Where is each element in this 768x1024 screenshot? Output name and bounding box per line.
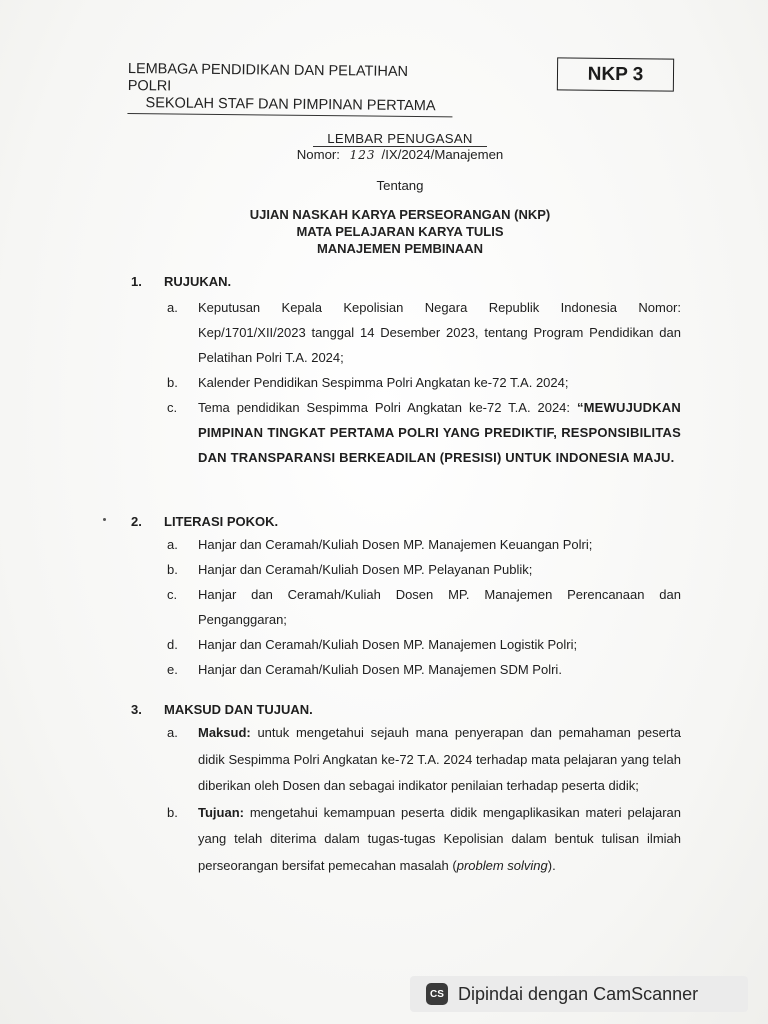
item-italic-term: problem solving [456, 857, 548, 873]
section-literasi-pokok [131, 514, 691, 682]
document-code-box: NKP 3 [557, 57, 674, 91]
item-text-group [198, 395, 681, 470]
item-text: Hanjar dan Ceramah/Kuliah Dosen MP. Manajemen Logistik Polri; [198, 637, 578, 652]
list-item [131, 395, 691, 470]
title-line-1: UJIAN NASKAH KARYA PERSEORANGAN (NKP) [249, 207, 551, 222]
camscanner-watermark [410, 976, 748, 1012]
title-line-3: MANAJEMEN PEMBINAAN [316, 241, 484, 256]
about-label: Tentang [376, 178, 424, 193]
institution-line-1: LEMBAGA PENDIDIKAN DAN PELATIHAN POLRI [127, 61, 409, 95]
item-marker: b. [167, 804, 178, 820]
section-number: 2. [131, 514, 142, 529]
list-item [131, 557, 691, 582]
document-type-heading [200, 131, 600, 147]
item-marker: a. [167, 725, 178, 740]
title-line-2: MATA PELAJARAN KARYA TULIS [296, 224, 504, 239]
item-marker: a. [167, 537, 178, 552]
number-suffix: /IX/2024/Manajemen [381, 147, 504, 162]
item-text: Keputusan Kepala Kepolisian Negara Republik Indonesia Nomor: Kep/1701/XII/2023 tanggal 14 Desember 2023, tentang Program Pendidikan dan Pelatihan Polri T.A. 2024; [198, 300, 681, 365]
list-item [131, 370, 691, 395]
section-rujukan [131, 274, 691, 470]
item-text: Kalender Pendidikan Sespimma Polri Angkatan ke-72 T.A. 2024; [198, 375, 569, 390]
list-item [131, 800, 691, 880]
list-item [131, 532, 691, 557]
section-heading [131, 702, 691, 720]
item-marker: c. [167, 400, 178, 415]
item-text: mengetahui kemampuan peserta didik mengaplikasikan materi pelajaran yang telah diterima dalam tugas-tugas Kepolisian dalam bentuk tulisan ilmiah perseorangan bersifat pemecahan masalah ( [198, 804, 681, 873]
section-number: 1. [131, 274, 142, 289]
list-item [131, 657, 691, 682]
list-item [131, 582, 691, 632]
item-marker: b. [167, 375, 178, 390]
item-marker: c. [167, 587, 178, 602]
section-title: RUJUKAN. [164, 274, 232, 289]
letterhead [127, 61, 453, 117]
item-label: Tujuan: [198, 804, 244, 820]
list-item [131, 295, 691, 370]
camscanner-logo-icon: CS [426, 983, 448, 1005]
item-text-group [198, 800, 681, 880]
number-prefix: Nomor: [296, 147, 340, 162]
section-maksud-tujuan [131, 702, 691, 879]
document-type: LEMBAR PENUGASAN [313, 131, 487, 147]
item-marker: a. [167, 300, 178, 315]
section-title: LITERASI POKOK. [164, 514, 279, 529]
item-text: Hanjar dan Ceramah/Kuliah Dosen MP. Manajemen SDM Polri. [198, 662, 562, 677]
section-heading [131, 274, 691, 292]
list-item [131, 632, 691, 657]
item-marker: e. [167, 662, 178, 677]
item-label: Maksud: [198, 725, 251, 740]
section-list [131, 532, 691, 682]
item-marker: d. [167, 637, 178, 652]
item-text: Hanjar dan Ceramah/Kuliah Dosen MP. Manajemen Keuangan Polri; [198, 537, 593, 552]
scan-speck [103, 518, 106, 521]
item-text: Hanjar dan Ceramah/Kuliah Dosen MP. Pelayanan Publik; [198, 562, 533, 577]
section-title: MAKSUD DAN TUJUAN. [164, 702, 313, 717]
section-list [131, 720, 691, 879]
document-title [200, 206, 600, 257]
education-theme: “MEWUJUDKAN PIMPINAN TINGKAT PERTAMA POLRI YANG PREDIKTIF, RESPONSIBILITAS DAN TRANSPARANSI BERKEADILAN (PRESISI) UNTUK INDONESIA MAJU. [198, 400, 681, 465]
item-marker: b. [167, 562, 178, 577]
item-text: Hanjar dan Ceramah/Kuliah Dosen MP. Manajemen Perencanaan dan Penganggaran; [198, 587, 681, 627]
list-item [131, 720, 691, 800]
watermark-text: Dipindai dengan CamScanner [458, 983, 699, 1004]
section-list [131, 295, 691, 470]
document-number [200, 147, 600, 162]
item-text-tail: ). [547, 857, 556, 873]
institution-line-2: SEKOLAH STAF DAN PIMPINAN PERTAMA [127, 95, 452, 117]
section-number: 3. [131, 702, 142, 717]
item-text: Tema pendidikan Sespimma Polri Angkatan ke-72 T.A. 2024: [198, 400, 571, 415]
item-text: untuk mengetahui sejauh mana penyerapan dan pemahaman peserta didik Sespimma Polri Angkatan ke-72 T.A. 2024 terhadap mata pelajaran yang telah diberikan oleh Dosen dan sebagai indikator penilaian terhadap peserta didik; [198, 725, 681, 793]
handwritten-number: 123 [349, 148, 376, 162]
section-heading [131, 514, 691, 532]
item-text-group [198, 720, 681, 800]
